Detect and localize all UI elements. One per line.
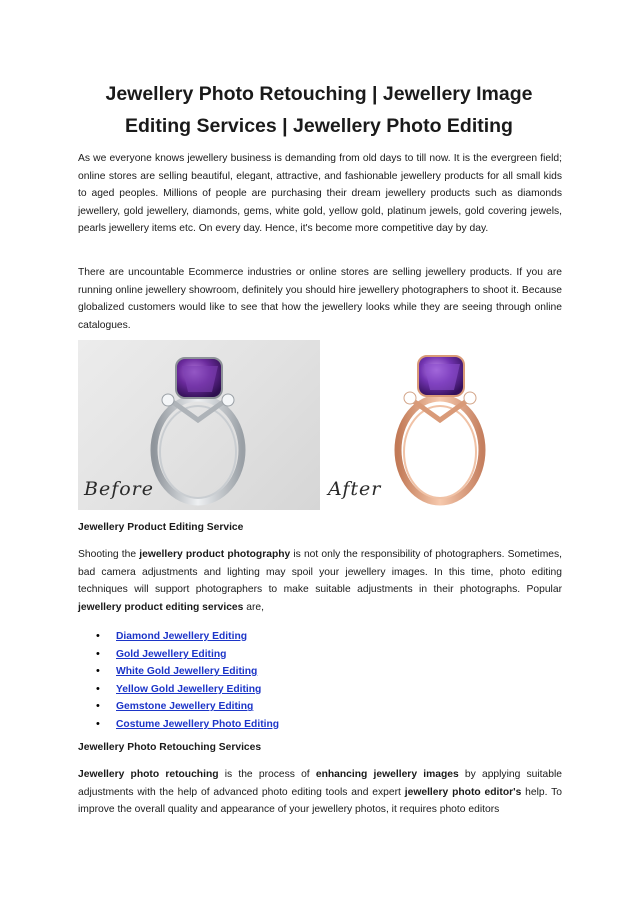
intro-paragraph: As we everyone knows jewellery business is demanding from old days to till now. It is the evergreen field; online stores are selling beautiful, elegant, attractive, and fashionable jewellery products for all small kids to aged peoples. Millions of people are purchasing their dream jewellery products such as diamonds jewellery, gold jewellery, diamonds, gems, white gold, yellow gold, platinum jewels, gold covering jewels, pearls jewellery items etc. On every day. Hence, it's become more competitive day by day. xyxy=(78,153,562,235)
product-editing-paragraph: Shooting the jewellery product photography is not only the responsibility of photographers. Sometimes, bad camera adjustments and lighting may spoil your jewellery images. In this time, photo editing techniques will support photographers to make suitable adjustments in their photographs. Popular jewellery product editing services are, xyxy=(78,549,563,613)
list-item xyxy=(78,716,279,734)
link-yellow-gold-jewellery-editing[interactable]: Yellow Gold Jewellery Editing xyxy=(116,683,262,695)
after-label: After xyxy=(328,478,382,500)
section-heading-retouching: Jewellery Photo Retouching Services xyxy=(78,742,262,753)
link-gemstone-jewellery-editing[interactable]: Gemstone Jewellery Editing xyxy=(116,701,254,713)
page-title xyxy=(70,78,568,142)
title-line-1: Jewellery Photo Retouching | Jewellery Image xyxy=(105,83,533,105)
list-item xyxy=(78,628,279,646)
list-item xyxy=(78,681,279,699)
before-label: Before xyxy=(84,478,155,500)
link-white-gold-jewellery-editing[interactable]: White Gold Jewellery Editing xyxy=(116,666,258,678)
list-item xyxy=(78,663,279,681)
list-item xyxy=(78,646,279,664)
link-gold-jewellery-editing[interactable]: Gold Jewellery Editing xyxy=(116,648,227,660)
retouching-paragraph: Jewellery photo retouching is the process of enhancing jewellery images by applying suitable adjustments with the help of advanced photo editing tools and expert jewellery photo editor's help. To improve the overall quality and appearance of your jewellery photos, it requires photo editors xyxy=(78,769,563,816)
link-costume-jewellery-photo-editing[interactable]: Costume Jewellery Photo Editing xyxy=(116,718,280,730)
second-paragraph: There are uncountable Ecommerce industries or online stores are selling jewellery products. If you are running online jewellery showroom, definitely you should hire jewellery photographers to shoot it. Because globalized customers would like to see that how the jewellery looks while they are seeing through online catalogues. xyxy=(78,267,562,331)
after-ring-image xyxy=(322,340,562,510)
editing-services-list xyxy=(78,628,279,734)
title-line-2: Editing Services | Jewellery Photo Editing xyxy=(125,115,513,137)
section-heading-product-editing: Jewellery Product Editing Service xyxy=(78,522,244,533)
list-item xyxy=(78,698,279,716)
before-ring-image xyxy=(78,340,320,510)
link-diamond-jewellery-editing[interactable]: Diamond Jewellery Editing xyxy=(116,631,248,642)
